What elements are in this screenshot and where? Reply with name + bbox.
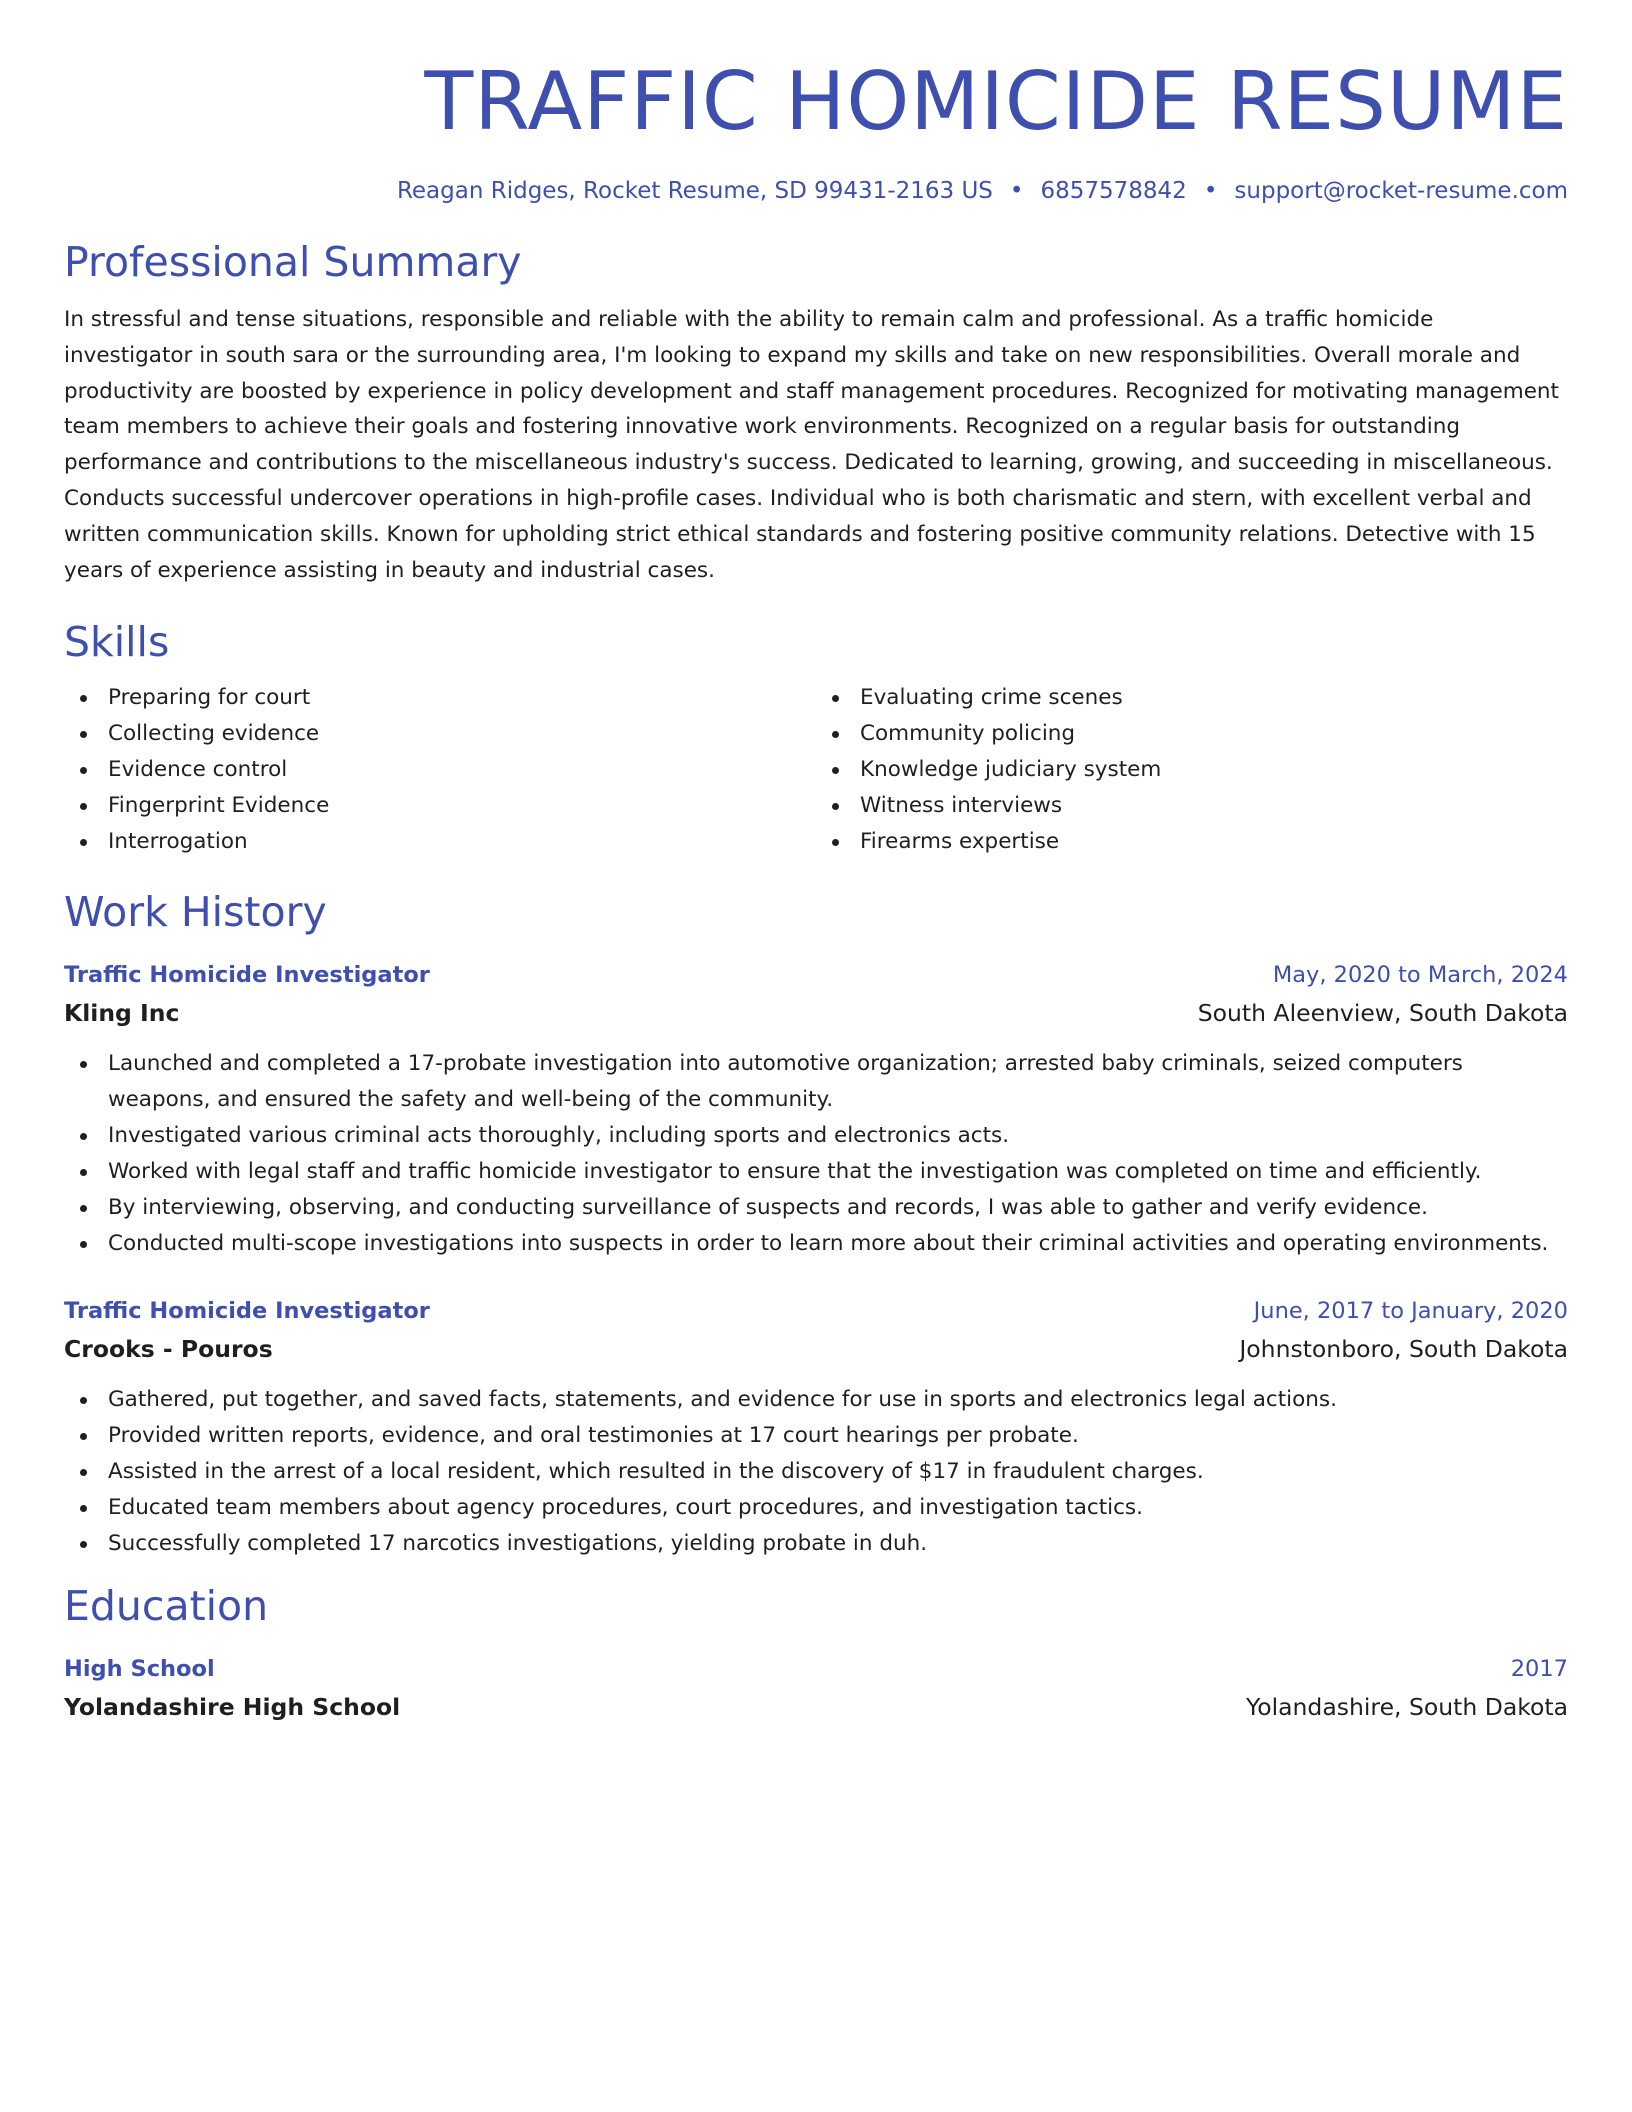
- job-role: Traffic Homicide Investigator: [64, 962, 430, 989]
- skill-item: Interrogation: [64, 824, 816, 860]
- skill-item: Witness interviews: [816, 788, 1568, 824]
- skill-item: Community policing: [816, 716, 1568, 752]
- job-bullets: [64, 1046, 1568, 1262]
- contact-line: [64, 174, 1568, 208]
- section-heading-skills: Skills: [64, 618, 170, 667]
- education-degree-row: [64, 1650, 1568, 1688]
- skill-item: Preparing for court: [64, 680, 816, 716]
- skills-columns: [64, 680, 1568, 860]
- job-title-row: [64, 956, 1568, 994]
- skills-right-column: [816, 680, 1568, 860]
- education-location: Yolandashire, South Dakota: [1246, 1693, 1568, 1722]
- skill-item: Collecting evidence: [64, 716, 816, 752]
- job-role: Traffic Homicide Investigator: [64, 1298, 430, 1325]
- section-heading-work-history: Work History: [64, 888, 327, 937]
- summary-text: In stressful and tense situations, responsible and reliable with the ability to remain calm and professional. As a traffic homicide investigator in south sara or the surrounding area, I'm looking to expand my skills and take on new responsibilities. Overall morale and productivity are boosted by experience in policy development and staff management procedures. Recognized for motivating management team members to achieve their goals and fostering innovative work environments. Recognized on a regular basis for outstanding performance and contributions to the miscellaneous industry's success. Dedicated to learning, growing, and succeeding in miscellaneous. Conducts successful undercover operations in high-profile cases. Individual who is both charismatic and stern, with excellent verbal and written communication skills. Known for upholding strict ethical standards and fostering positive community relations. Detective with 15 years of experience assisting in beauty and industrial cases.: [64, 307, 1559, 583]
- section-heading-education: Education: [64, 1582, 269, 1631]
- job-bullet: Assisted in the arrest of a local resident, which resulted in the discovery of $17 in fraudulent charges.: [64, 1454, 1568, 1490]
- education-school: Yolandashire High School: [64, 1693, 401, 1722]
- job-company-row: [64, 994, 1568, 1032]
- contact-email[interactable]: support@rocket-resume.com: [1234, 178, 1568, 204]
- skill-item: Knowledge judiciary system: [816, 752, 1568, 788]
- job-entry: [64, 1292, 1568, 1562]
- job-location: South Aleenview, South Dakota: [1197, 999, 1568, 1028]
- skill-item: Fingerprint Evidence: [64, 788, 816, 824]
- skills-left-column: [64, 680, 816, 860]
- job-company: Kling Inc: [64, 999, 180, 1028]
- job-bullet: Conducted multi-scope investigations into suspects in order to learn more about their criminal activities and operating environments.: [64, 1226, 1568, 1262]
- job-bullet: Launched and completed a 17-probate investigation into automotive organization; arrested baby criminals, seized computers weapons, and ensured the safety and well-being of the community.: [64, 1046, 1568, 1118]
- education-entry: [64, 1650, 1568, 1726]
- job-bullet: Gathered, put together, and saved facts, statements, and evidence for use in sports and electronics legal actions.: [64, 1382, 1568, 1418]
- skill-item: Firearms expertise: [816, 824, 1568, 860]
- job-bullet: By interviewing, observing, and conducting surveillance of suspects and records, I was able to gather and verify evidence.: [64, 1190, 1568, 1226]
- job-dates: June, 2017 to January, 2020: [1253, 1298, 1568, 1325]
- resume-header: [64, 0, 1568, 208]
- job-company: Crooks - Pouros: [64, 1335, 273, 1364]
- education-degree: High School: [64, 1656, 215, 1683]
- contact-phone: 6857578842: [1040, 178, 1187, 204]
- job-bullet: Successfully completed 17 narcotics investigations, yielding probate in duh.: [64, 1526, 1568, 1562]
- job-entry: [64, 956, 1568, 1262]
- education-year: 2017: [1510, 1656, 1568, 1683]
- job-bullet: Educated team members about agency procedures, court procedures, and investigation tactics.: [64, 1490, 1568, 1526]
- job-company-row: [64, 1330, 1568, 1368]
- job-title-row: [64, 1292, 1568, 1330]
- education-section: [64, 1580, 1568, 1726]
- job-bullet: Investigated various criminal acts thoroughly, including sports and electronics acts.: [64, 1118, 1568, 1154]
- education-school-row: [64, 1688, 1568, 1726]
- skill-item: Evidence control: [64, 752, 816, 788]
- skills-section: [64, 616, 1568, 860]
- contact-separator: •: [1203, 178, 1218, 204]
- work-history-section: [64, 886, 1568, 1562]
- job-dates: May, 2020 to March, 2024: [1272, 962, 1568, 989]
- section-heading-summary: Professional Summary: [64, 238, 522, 286]
- job-bullet: Provided written reports, evidence, and oral testimonies at 17 court hearings per probate.: [64, 1418, 1568, 1454]
- job-bullets: [64, 1382, 1568, 1562]
- job-bullet: Worked with legal staff and traffic homicide investigator to ensure that the investigation was completed on time and efficiently.: [64, 1154, 1568, 1190]
- job-location: Johnstonboro, South Dakota: [1239, 1335, 1568, 1364]
- contact-address: Reagan Ridges, Rocket Resume, SD 99431-2163 US: [396, 178, 993, 204]
- professional-summary-section: [64, 236, 1568, 588]
- contact-separator: •: [1009, 178, 1024, 204]
- resume-title: TRAFFIC HOMICIDE RESUME: [424, 55, 1568, 148]
- skill-item: Evaluating crime scenes: [816, 680, 1568, 716]
